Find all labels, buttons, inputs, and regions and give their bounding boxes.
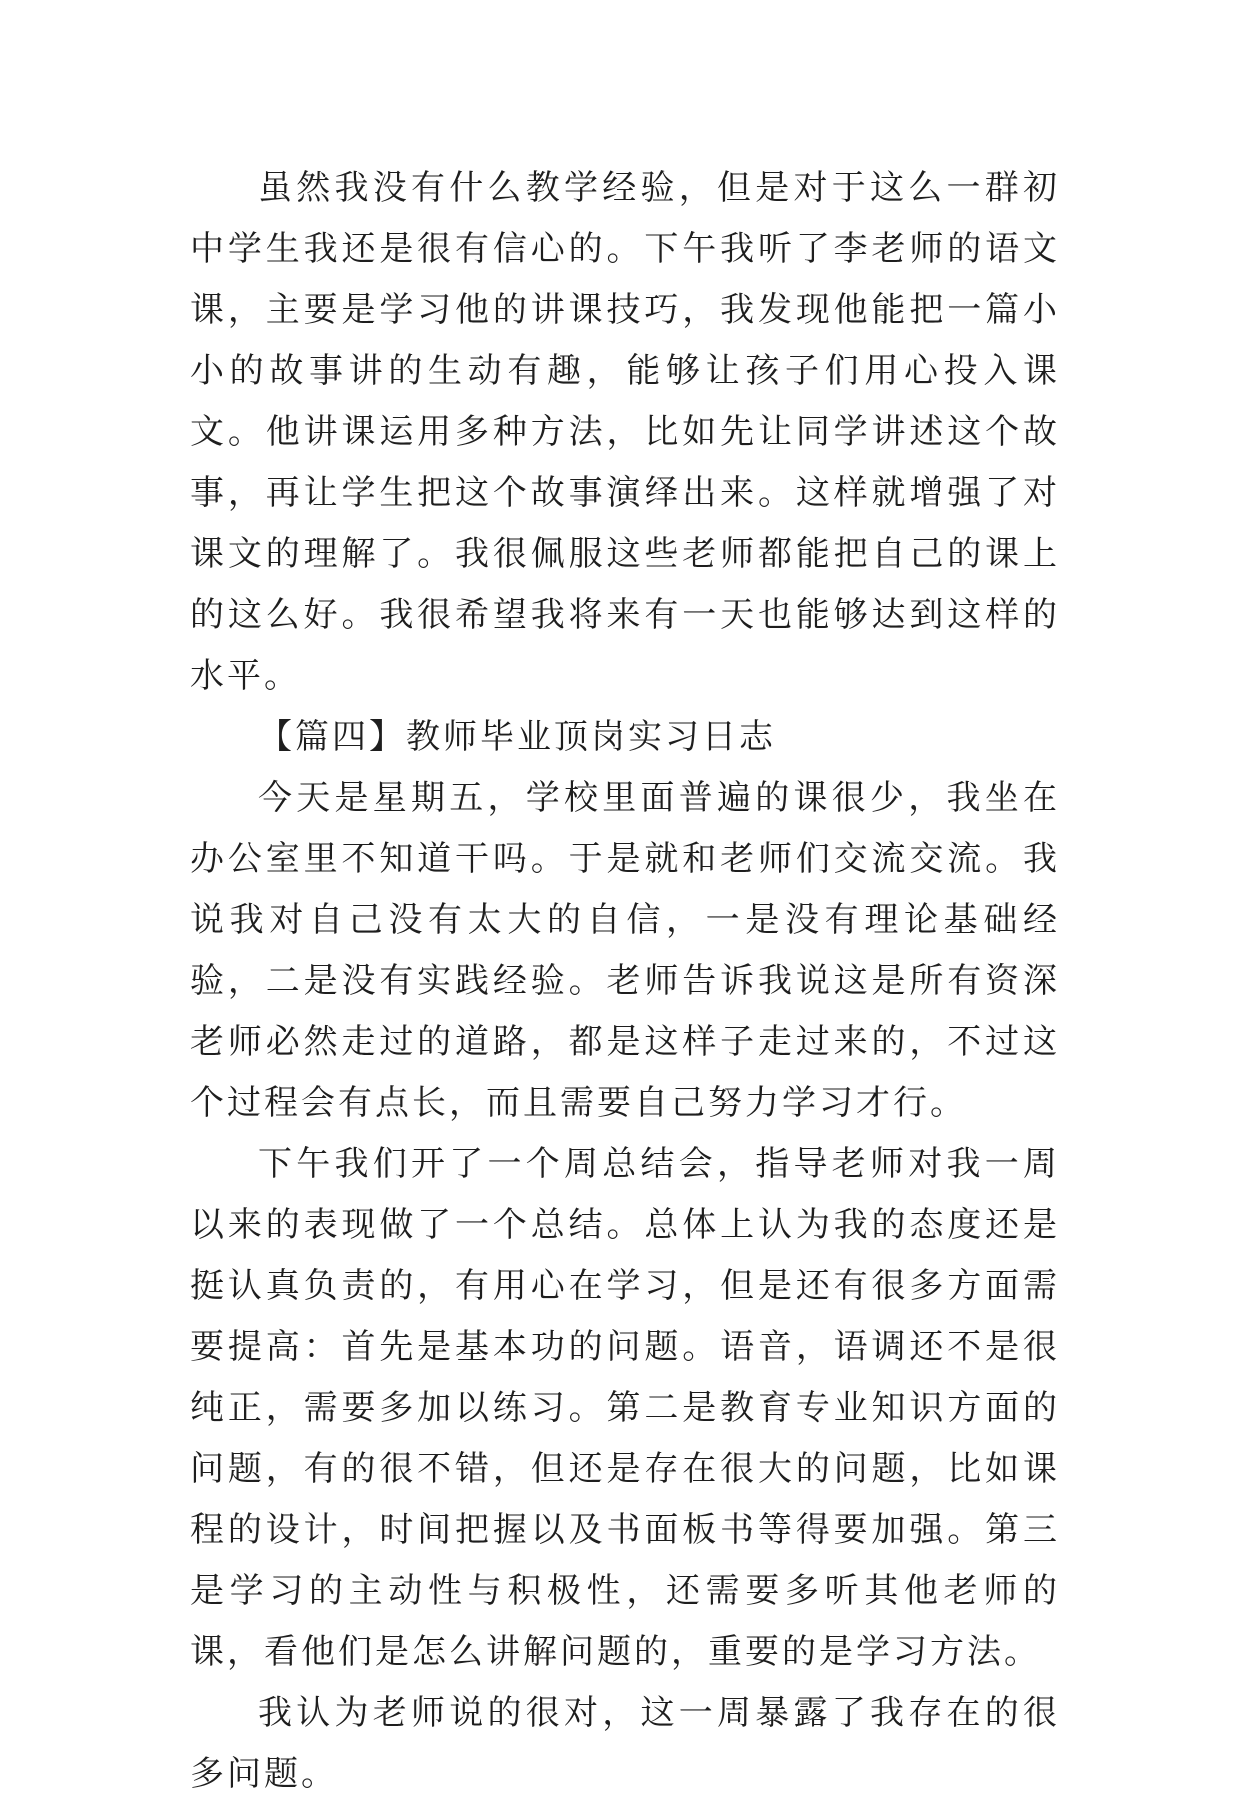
paragraph-weekly-summary: 下午我们开了一个周总结会，指导老师对我一周以来的表现做了一个总结。总体上认为我的态度还是挺认真负责的，有用心在学习，但是还有很多方面需要提高：首先是基本功的问题。语音，语调还不是很纯正，需要多加以练习。第二是教育专业知识方面的问题，有的很不错，但还是存在很大的问题，比如课程的设计，时间把握以及书面板书等得要加强。第三是学习的主动性与积极性，还需要多听其他老师的课，看他们是怎么讲解问题的，重要的是学习方法。 [190,1144,1060,1672]
paragraph-friday: 今天是星期五，学校里面普遍的课很少，我坐在办公室里不知道干吗。于是就和老师们交流交流。我说我对自己没有太大的自信，一是没有理论基础经验，二是没有实践经验。老师告诉我说这是所有资深老师必然走过的道路，都是这样子走过来的，不过这个过程会有点长，而且需要自己努力学习才行。 [190,778,1060,1123]
section-heading: 【篇四】教师毕业顶岗实习日志 [258,717,776,757]
document-body [190,158,1060,1805]
paragraph-reflection: 我认为老师说的很对，这一周暴露了我存在的很多问题。 [190,1693,1060,1794]
paragraph-teaching-confidence: 虽然我没有什么教学经验，但是对于这么一群初中学生我还是很有信心的。下午我听了李老师的语文课，主要是学习他的讲课技巧，我发现他能把一篇小小的故事讲的生动有趣，能够让孩子们用心投入课文。他讲课运用多种方法，比如先让同学讲述这个故事，再让学生把这个故事演绎出来。这样就增强了对课文的理解了。我很佩服这些老师都能把自己的课上的这么好。我很希望我将来有一天也能够达到这样的水平。 [190,168,1060,696]
